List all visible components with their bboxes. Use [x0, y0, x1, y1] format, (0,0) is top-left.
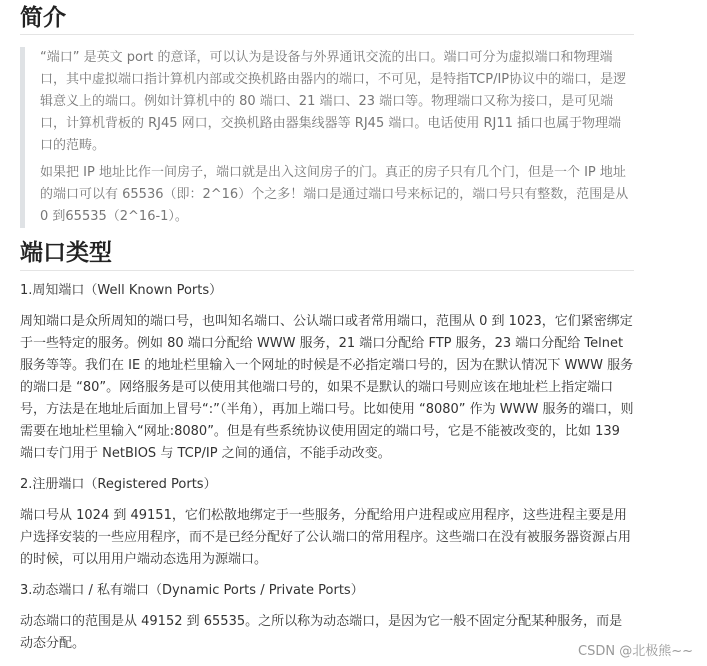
section-body-well-known: 周知端口是众所周知的端口号，也叫知名端口、公认端口或者常用端口，范围从 0 到 1023，它们紧密绑定于一些特定的服务。例如 80 端口分配给 WWW 服务，21 端口分配给 FTP 服务，23 端口分配给 Telnet服务等等。我们在 IE 的地址栏里输入一个网址的时候是不必指定端口号的，因为在默认情况下 WWW 服务的端口是 “80”。网络服务是可以使用其他端口号的，如果不是默认的端口号则应该在地址栏上指定端口号，方法是在地址后面加上冒号“:”（半角），再加上端口号。比如使用 “8080” 作为 WWW 服务的端口，则需要在地址栏里输入“网址:8080”。但是有些系统协议使用固定的端口号，它是不能被改变的，比如 139 端口专门用于 NetBIOS 与 TCP/IP 之间的通信，不能手动改变。 — [20, 314, 634, 461]
intro-blockquote — [20, 47, 634, 228]
port-types-heading: 端口类型 — [20, 238, 634, 271]
section-title-well-known: 1.周知端口（Well Known Ports） — [20, 283, 223, 298]
port-types-content — [20, 280, 634, 655]
section-title-registered: 2.注册端口（Registered Ports） — [20, 477, 217, 492]
section-title-dynamic: 3.动态端口 / 私有端口（Dynamic Ports / Private Ports） — [20, 583, 364, 598]
section-body-registered: 端口号从 1024 到 49151，它们松散地绑定于一些服务，分配给用户进程或应用程序，这些进程主要是用户选择安装的一些应用程序，而不是已经分配好了公认端口的常用程序。这些端口在没有被服务器资源占用的时候，可以用用户端动态选用为源端口。 — [20, 508, 632, 567]
quote-paragraph: 如果把 IP 地址比作一间房子，端口就是出入这间房子的门。真正的房子只有几个门，但是一个 IP 地址的端口可以有 65536（即：2^16）个之多！端口是通过端口号来标记的，端口号只有整数，范围是从 0 到65535（2^16-1）。 — [40, 165, 629, 224]
csdn-watermark: CSDN @北极熊~~ — [578, 644, 693, 659]
section-body-dynamic: 动态端口的范围是从 49152 到 65535。之所以称为动态端口，是因为它一般不固定分配某种服务，而是动态分配。 — [20, 614, 623, 651]
article — [20, 0, 634, 655]
intro-heading: 简介 — [20, 0, 634, 35]
quote-paragraph: “端口” 是英文 port 的意译，可以认为是设备与外界通讯交流的出口。端口可分为虚拟端口和物理端口，其中虚拟端口指计算机内部或交换机路由器内的端口，不可见，是特指TCP/IP协议中的端口，是逻辑意义上的端口。例如计算机中的 80 端口、21 端口、23 端口等。物理端口又称为接口，是可见端口，计算机背板的 RJ45 网口，交换机路由器集线器等 RJ45 端口。电话使用 RJ11 插口也属于物理端口的范畴。 — [40, 50, 627, 153]
